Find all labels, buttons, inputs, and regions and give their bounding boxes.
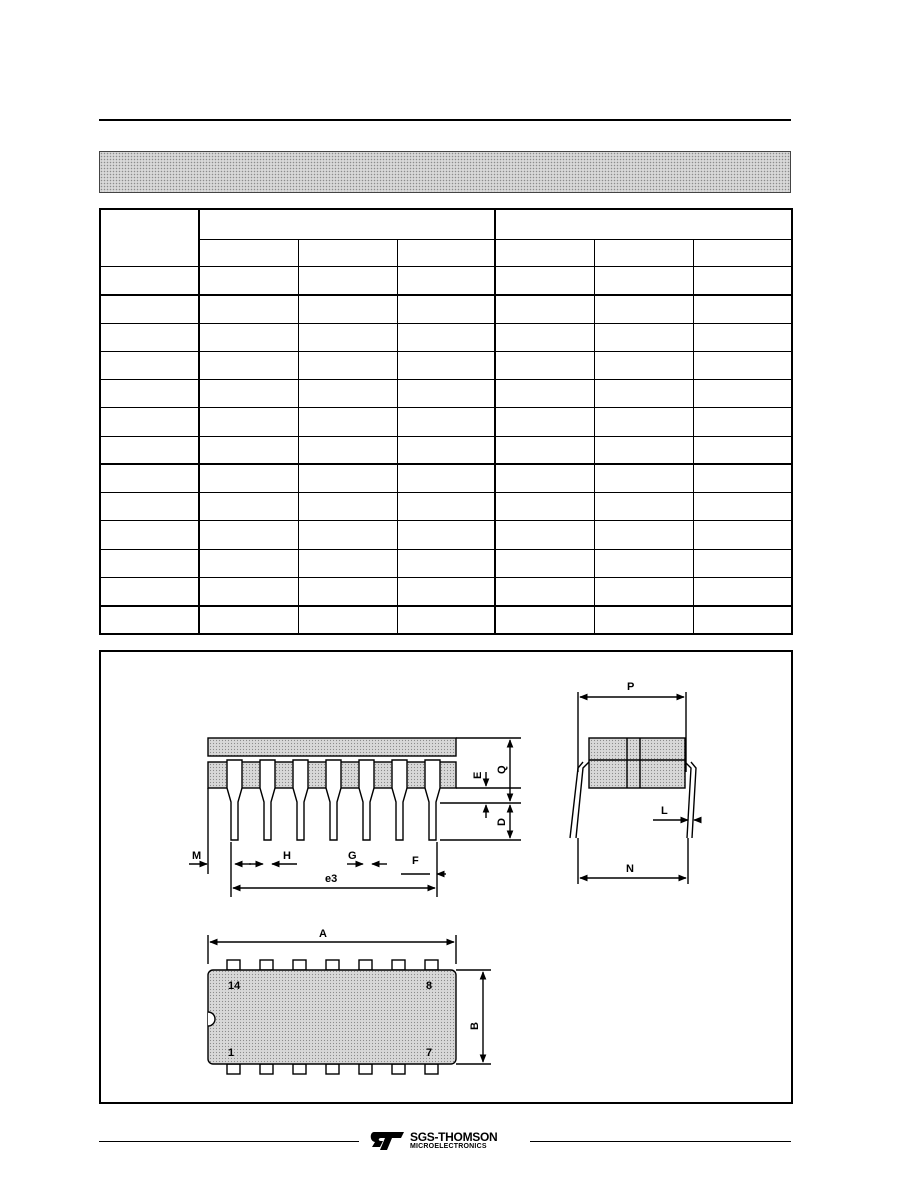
table-cell <box>397 351 495 379</box>
table-cell <box>495 351 594 379</box>
table-cell <box>693 408 792 436</box>
table-row <box>100 380 792 408</box>
table-cell <box>199 408 298 436</box>
subheader-cell <box>495 239 594 266</box>
st-logo-icon <box>368 1130 408 1152</box>
footer-rule-right <box>530 1141 791 1142</box>
table-cell <box>693 380 792 408</box>
section-title-band <box>99 151 791 193</box>
pin-label-8: 8 <box>426 980 433 992</box>
table-cell <box>495 464 594 492</box>
end-view-body <box>589 738 685 788</box>
table-cell <box>693 351 792 379</box>
table-cell <box>594 606 693 634</box>
table-cell <box>100 267 199 295</box>
header-group-1 <box>199 209 495 239</box>
dim-label-q: Q <box>496 765 508 774</box>
table-row <box>100 267 792 295</box>
brand-name: SGS-THOMSON <box>410 1130 498 1144</box>
dim-label-l: L <box>661 805 668 817</box>
table-cell <box>495 606 594 634</box>
table-cell <box>495 408 594 436</box>
header-group-2 <box>495 209 792 239</box>
table-cell <box>594 464 693 492</box>
table-cell <box>594 549 693 577</box>
table-cell <box>397 493 495 521</box>
table-cell <box>298 606 397 634</box>
table-cell <box>495 493 594 521</box>
table-cell <box>594 493 693 521</box>
table-cell <box>199 267 298 295</box>
top-view <box>208 935 491 1074</box>
dimension-table <box>99 208 793 635</box>
table-row <box>100 464 792 492</box>
package-drawing <box>101 652 791 1102</box>
table-cell <box>199 549 298 577</box>
table-cell <box>100 408 199 436</box>
table-cell <box>495 577 594 605</box>
table-cell <box>100 380 199 408</box>
dim-label-d: D <box>496 818 508 826</box>
table-cell <box>100 577 199 605</box>
table-cell <box>594 436 693 464</box>
package-top-body <box>208 738 456 756</box>
table-cell <box>100 323 199 351</box>
table-cell <box>693 464 792 492</box>
table-row <box>100 493 792 521</box>
table-cell <box>693 323 792 351</box>
table-cell <box>100 295 199 323</box>
dim-label-a: A <box>319 928 327 940</box>
table-row <box>100 606 792 634</box>
table-cell <box>693 436 792 464</box>
table-cell <box>397 464 495 492</box>
table-cell <box>397 549 495 577</box>
table-cell <box>495 295 594 323</box>
side-view <box>189 738 521 897</box>
table-row <box>100 408 792 436</box>
table-cell <box>397 267 495 295</box>
table-cell <box>594 267 693 295</box>
table-row <box>100 351 792 379</box>
package-top-outline <box>208 970 456 1064</box>
table-cell <box>199 577 298 605</box>
table-cell <box>100 351 199 379</box>
table-cell <box>298 464 397 492</box>
header-rule <box>99 119 791 121</box>
dim-label-e3: e3 <box>325 873 338 885</box>
table-cell <box>199 380 298 408</box>
table-cell <box>100 493 199 521</box>
dim-label-n: N <box>626 863 634 875</box>
table-cell <box>298 549 397 577</box>
table-cell <box>397 380 495 408</box>
table-cell <box>594 521 693 549</box>
package-drawing-frame <box>99 650 793 1104</box>
dim-label-f: F <box>412 855 419 867</box>
dim-label-g: G <box>348 850 357 862</box>
table-cell <box>397 606 495 634</box>
table-cell <box>298 408 397 436</box>
table-cell <box>199 464 298 492</box>
table-cell <box>199 606 298 634</box>
table-cell <box>397 323 495 351</box>
table-row <box>100 549 792 577</box>
pin-label-14: 14 <box>228 980 241 992</box>
table-cell <box>100 436 199 464</box>
table-cell <box>298 436 397 464</box>
table-header-row <box>100 209 792 239</box>
subheader-cell <box>298 239 397 266</box>
end-view <box>570 692 701 884</box>
subheader-cell <box>199 239 298 266</box>
table-cell <box>594 295 693 323</box>
table-cell <box>100 606 199 634</box>
table-cell <box>100 521 199 549</box>
table-row <box>100 323 792 351</box>
subheader-cell <box>594 239 693 266</box>
table-cell <box>594 351 693 379</box>
table-cell <box>693 521 792 549</box>
table-cell <box>397 577 495 605</box>
table-cell <box>199 351 298 379</box>
header-dim-cell <box>100 209 199 267</box>
table-cell <box>693 577 792 605</box>
footer-rule-left <box>99 1141 359 1142</box>
table-cell <box>298 521 397 549</box>
subheader-cell <box>693 239 792 266</box>
table-cell <box>298 267 397 295</box>
table-cell <box>495 323 594 351</box>
table-cell <box>495 436 594 464</box>
table-cell <box>298 577 397 605</box>
table-cell <box>199 493 298 521</box>
table-cell <box>397 408 495 436</box>
dim-label-b: B <box>469 1022 481 1030</box>
table-cell <box>495 549 594 577</box>
table-cell <box>495 380 594 408</box>
table-row <box>100 577 792 605</box>
table-cell <box>100 464 199 492</box>
table-cell <box>594 577 693 605</box>
table-cell <box>199 521 298 549</box>
table-cell <box>298 380 397 408</box>
table-subheader-row <box>100 239 792 266</box>
table-cell <box>594 323 693 351</box>
pin-label-1: 1 <box>228 1047 235 1059</box>
table-cell <box>594 380 693 408</box>
table-cell <box>397 295 495 323</box>
table-cell <box>693 493 792 521</box>
table-cell <box>693 549 792 577</box>
table-cell <box>397 521 495 549</box>
table-cell <box>298 493 397 521</box>
table-row <box>100 436 792 464</box>
table-cell <box>199 295 298 323</box>
dim-label-h: H <box>283 850 291 862</box>
dim-label-p: P <box>627 681 635 693</box>
table-cell <box>100 549 199 577</box>
table-cell <box>298 323 397 351</box>
table-row <box>100 295 792 323</box>
brand-logo <box>368 1130 528 1152</box>
dim-label-m: M <box>192 850 202 862</box>
brand-subtitle: MICROELECTRONICS <box>410 1143 487 1150</box>
table-cell <box>298 351 397 379</box>
table-cell <box>495 267 594 295</box>
pin-label-7: 7 <box>426 1047 433 1059</box>
table-cell <box>693 295 792 323</box>
dim-label-e: E <box>472 771 484 779</box>
table-cell <box>298 295 397 323</box>
table-cell <box>397 436 495 464</box>
table-cell <box>594 408 693 436</box>
table-cell <box>199 436 298 464</box>
table-row <box>100 521 792 549</box>
subheader-cell <box>397 239 495 266</box>
table-cell <box>495 521 594 549</box>
table-cell <box>693 267 792 295</box>
table-cell <box>693 606 792 634</box>
table-cell <box>199 323 298 351</box>
